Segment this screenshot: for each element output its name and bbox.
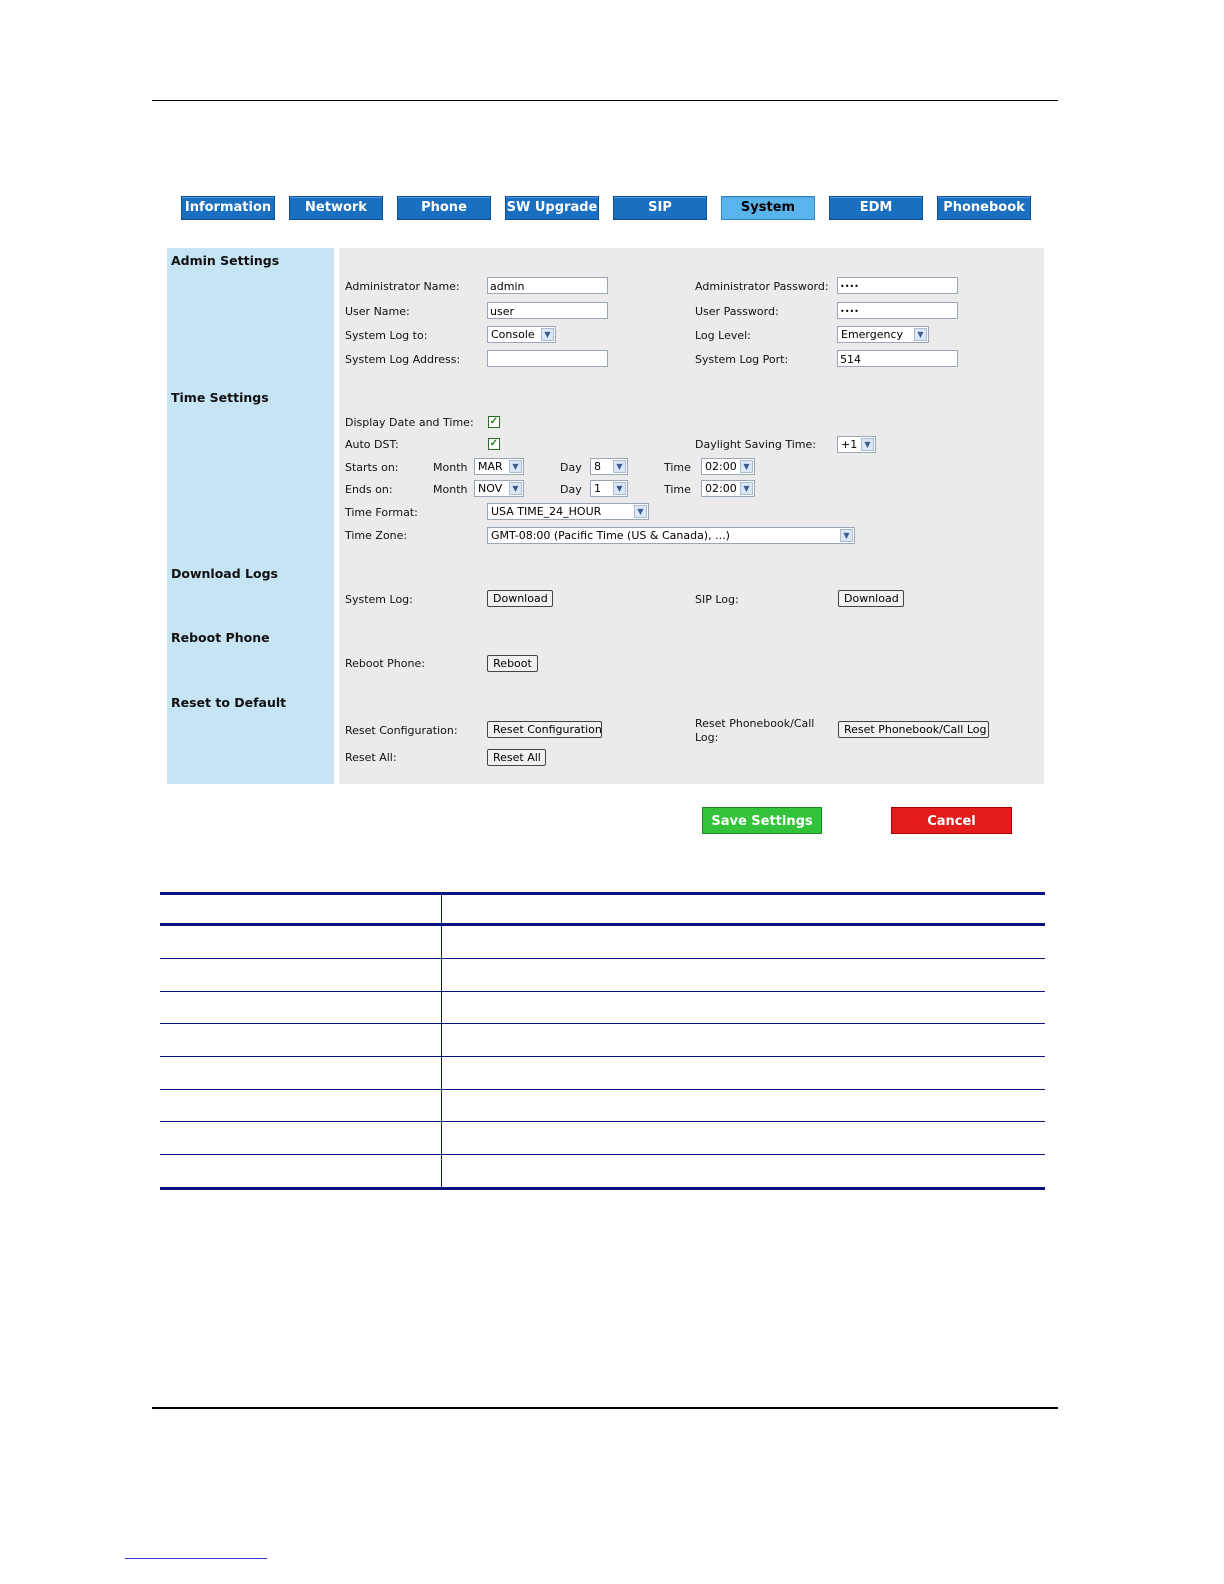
syslog-to-value: Console [491, 328, 535, 341]
end-month-label: Month [433, 483, 468, 496]
tab-phonebook[interactable]: Phonebook [937, 196, 1031, 220]
download-sip-log-button[interactable]: Download [838, 590, 904, 607]
start-month-label: Month [433, 461, 468, 474]
start-month-value: MAR [478, 460, 503, 473]
end-month-select[interactable] [474, 480, 524, 497]
table-bottom-rule [160, 1187, 1045, 1190]
admin-password-input[interactable]: •••• [837, 277, 958, 294]
reset-configuration-button[interactable]: Reset Configuration [487, 721, 602, 738]
system-log-label: System Log: [345, 593, 413, 606]
auto-dst-checkbox[interactable] [488, 438, 500, 450]
table-top-rule [160, 892, 1045, 895]
header-rule [152, 100, 1058, 101]
end-time-select[interactable] [701, 480, 755, 497]
reboot-button[interactable]: Reboot [487, 655, 538, 672]
table-row-rule [160, 1056, 1045, 1057]
start-time-label: Time [664, 461, 691, 474]
cancel-button[interactable]: Cancel [891, 807, 1012, 834]
end-time-value: 02:00 [705, 482, 737, 495]
tab-phone[interactable]: Phone [397, 196, 491, 220]
tab-bar [0, 196, 1224, 220]
start-day-value: 8 [594, 460, 601, 473]
reset-phonebook-label [695, 717, 814, 745]
chevron-down-icon: ▼ [840, 529, 853, 542]
admin-name-label: Administrator Name: [345, 280, 460, 293]
start-day-label: Day [560, 461, 582, 474]
start-time-value: 02:00 [705, 460, 737, 473]
log-level-label: Log Level: [695, 329, 751, 342]
reset-phonebook-button[interactable]: Reset Phonebook/Call Log [838, 721, 989, 738]
footer-rule [152, 1407, 1058, 1409]
tab-edm[interactable]: EDM [829, 196, 923, 220]
start-month-select[interactable] [474, 458, 524, 475]
table-row-rule [160, 958, 1045, 959]
reboot-phone-label: Reboot Phone: [345, 657, 425, 670]
table-column-divider [441, 894, 442, 1189]
chevron-down-icon: ▼ [634, 505, 647, 518]
time-format-select[interactable] [487, 503, 649, 520]
time-zone-select[interactable] [487, 527, 855, 544]
start-day-select[interactable] [590, 458, 628, 475]
reset-phonebook-label-line1: Reset Phonebook/Call [695, 717, 815, 730]
dst-label: Daylight Saving Time: [695, 438, 816, 451]
table-row-rule [160, 1154, 1045, 1155]
chevron-down-icon: ▼ [740, 482, 753, 495]
check-icon: ✓ [489, 416, 499, 427]
log-level-select[interactable] [837, 326, 929, 343]
display-date-checkbox[interactable] [488, 416, 500, 428]
syslog-to-label: System Log to: [345, 329, 428, 342]
syslog-address-label: System Log Address: [345, 353, 461, 366]
admin-name-input[interactable]: admin [487, 277, 608, 294]
starts-on-label: Starts on: [345, 461, 399, 474]
reset-config-label: Reset Configuration: [345, 724, 458, 737]
chevron-down-icon: ▼ [914, 328, 927, 341]
save-settings-button[interactable]: Save Settings [702, 807, 822, 834]
dst-value: +1 [841, 438, 858, 451]
section-reset-to-default: Reset to Default [171, 695, 287, 710]
end-day-value: 1 [594, 482, 601, 495]
table-row-rule [160, 991, 1045, 992]
end-day-label: Day [560, 483, 582, 496]
section-reboot-phone: Reboot Phone [171, 630, 270, 645]
syslog-port-label: System Log Port: [695, 353, 789, 366]
end-time-label: Time [664, 483, 691, 496]
section-download-logs: Download Logs [171, 566, 278, 581]
download-system-log-button[interactable]: Download [487, 590, 553, 607]
chevron-down-icon: ▼ [509, 460, 522, 473]
time-zone-label: Time Zone: [345, 529, 408, 542]
reset-phonebook-label-line2: Log: [695, 731, 719, 744]
end-day-select[interactable] [590, 480, 628, 497]
time-format-label: Time Format: [345, 506, 418, 519]
footnote-rule [125, 1558, 267, 1559]
chevron-down-icon: ▼ [861, 438, 874, 451]
dst-select[interactable] [837, 436, 876, 453]
time-format-value: USA TIME_24_HOUR [491, 505, 602, 518]
log-level-value: Emergency [841, 328, 904, 341]
chevron-down-icon: ▼ [509, 482, 522, 495]
user-name-input[interactable]: user [487, 302, 608, 319]
reset-all-label: Reset All: [345, 751, 397, 764]
user-password-label: User Password: [695, 305, 779, 318]
table-row-rule [160, 1023, 1045, 1024]
table-row-rule [160, 1121, 1045, 1122]
user-password-input[interactable]: •••• [837, 302, 958, 319]
admin-password-label: Administrator Password: [695, 280, 829, 293]
syslog-port-input[interactable]: 514 [837, 350, 958, 367]
display-date-label: Display Date and Time: [345, 416, 474, 429]
section-admin-settings: Admin Settings [171, 253, 280, 268]
sip-log-label: SIP Log: [695, 593, 739, 606]
chevron-down-icon: ▼ [740, 460, 753, 473]
reset-all-button[interactable]: Reset All [487, 749, 546, 766]
auto-dst-label: Auto DST: [345, 438, 399, 451]
settings-panel [339, 248, 1044, 784]
table-header-rule [160, 923, 1045, 926]
check-icon: ✓ [489, 438, 499, 449]
tab-information[interactable]: Information [181, 196, 275, 220]
syslog-to-select[interactable] [487, 326, 556, 343]
chevron-down-icon: ▼ [541, 328, 554, 341]
start-time-select[interactable] [701, 458, 755, 475]
tab-network[interactable]: Network [289, 196, 383, 220]
time-zone-value: GMT-08:00 (Pacific Time (US & Canada), ...) [491, 529, 730, 542]
section-time-settings: Time Settings [171, 390, 269, 405]
tab-sip[interactable]: SIP [613, 196, 707, 220]
chevron-down-icon: ▼ [613, 482, 626, 495]
chevron-down-icon: ▼ [613, 460, 626, 473]
ends-on-label: Ends on: [345, 483, 393, 496]
table-row-rule [160, 1089, 1045, 1090]
tab-system[interactable]: System [721, 196, 815, 220]
user-name-label: User Name: [345, 305, 410, 318]
end-month-value: NOV [478, 482, 503, 495]
tab-sw-upgrade[interactable]: SW Upgrade [505, 196, 599, 220]
syslog-address-input[interactable] [487, 350, 608, 367]
